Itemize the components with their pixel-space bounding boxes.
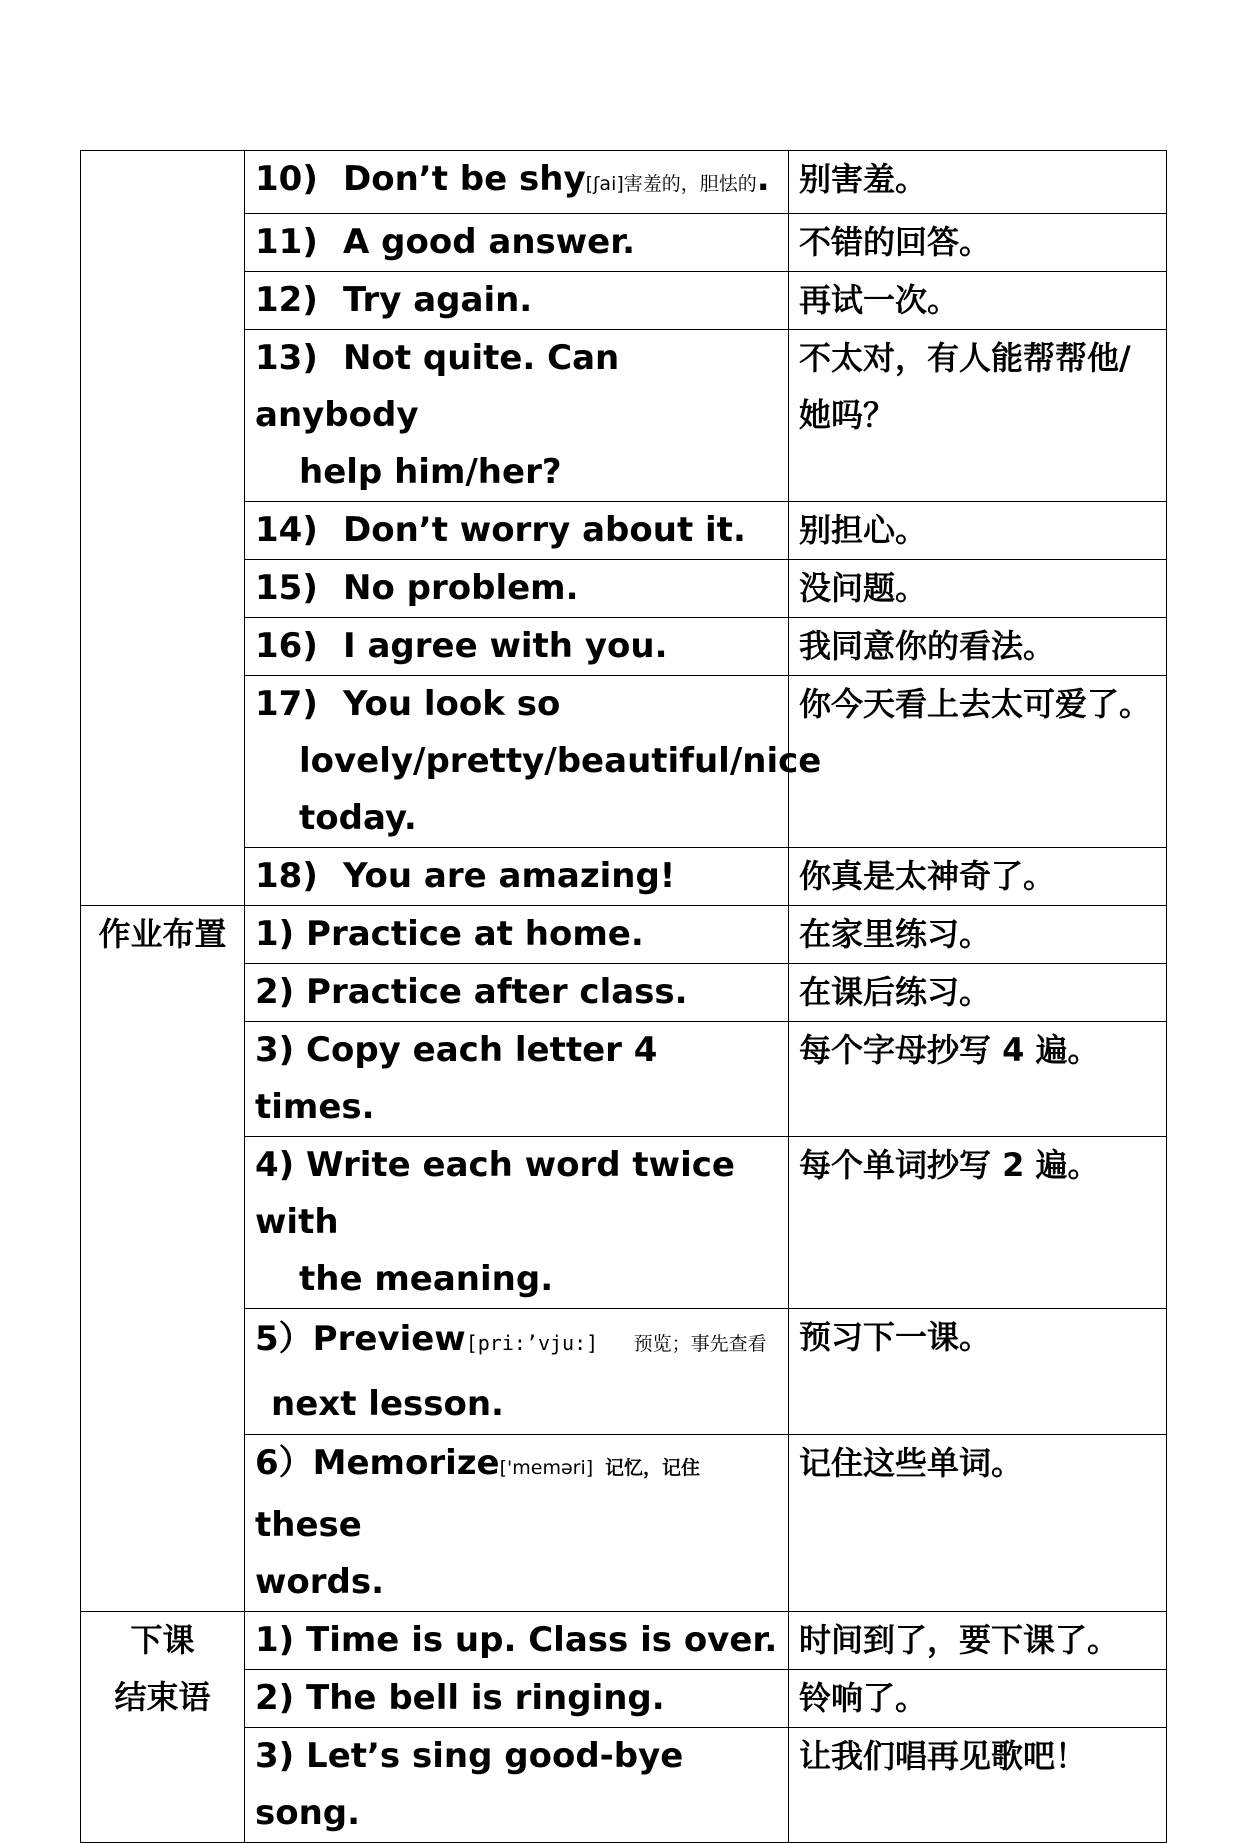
section-label-closing (81, 1612, 245, 1843)
english-cell: 11) A good answer. (245, 214, 789, 272)
english-cell: 4) Write each word twice with the meaning. (245, 1137, 789, 1309)
phrase-table (80, 150, 1167, 1843)
chinese-cell: 你真是太神奇了。 (789, 848, 1167, 906)
section-label-homework: 作业布置 (81, 906, 245, 1612)
english-cell: 15) No problem. (245, 560, 789, 618)
chinese-cell: 预习下一课。 (789, 1309, 1167, 1435)
english-cell: 1) Time is up. Class is over. (245, 1612, 789, 1670)
chinese-cell: 时间到了，要下课了。 (789, 1612, 1167, 1670)
chinese-cell: 在课后练习。 (789, 964, 1167, 1022)
english-cell: 14) Don’t worry about it. (245, 502, 789, 560)
chinese-cell: 铃响了。 (789, 1670, 1167, 1728)
chinese-cell: 我同意你的看法。 (789, 618, 1167, 676)
english-cell: 12) Try again. (245, 272, 789, 330)
english-cell: 16) I agree with you. (245, 618, 789, 676)
chinese-cell: 你今天看上去太可爱了。 (789, 676, 1167, 848)
chinese-cell: 让我们唱再见歌吧！ (789, 1728, 1167, 1843)
english-cell: 5）Preview[pri:’vju:] 预览；事先查看 next lesson. (245, 1309, 789, 1435)
english-cell: 2) The bell is ringing. (245, 1670, 789, 1728)
english-cell: 3) Copy each letter 4 times. (245, 1022, 789, 1137)
chinese-cell: 再试一次。 (789, 272, 1167, 330)
section-label-closing-line1: 下课 (130, 1621, 195, 1659)
english-cell: 10) Don’t be shy[ʃai]害羞的，胆怯的. (245, 151, 789, 214)
english-cell: 3) Let’s sing good-bye song. (245, 1728, 789, 1843)
chinese-cell: 记住这些单词。 (789, 1435, 1167, 1612)
table-row (81, 1612, 1167, 1670)
english-cell: 6）Memorize['meməri] 记忆，记住these words. (245, 1435, 789, 1612)
section-label-closing-line2: 结束语 (114, 1678, 211, 1716)
chinese-cell: 不太对，有人能帮帮他/她吗？ (789, 330, 1167, 502)
english-cell: 17) You look so lovely/pretty/beautiful/nice today. (245, 676, 789, 848)
chinese-cell: 不错的回答。 (789, 214, 1167, 272)
table-row (81, 151, 1167, 214)
chinese-cell: 每个单词抄写 2 遍。 (789, 1137, 1167, 1309)
english-cell: 1) Practice at home. (245, 906, 789, 964)
english-cell: 2) Practice after class. (245, 964, 789, 1022)
table-row (81, 906, 1167, 964)
chinese-cell: 别担心。 (789, 502, 1167, 560)
english-cell: 18) You are amazing! (245, 848, 789, 906)
chinese-cell: 在家里练习。 (789, 906, 1167, 964)
english-cell: 13) Not quite. Can anybody help him/her? (245, 330, 789, 502)
section-cell-empty (81, 151, 245, 906)
chinese-cell: 别害羞。 (789, 151, 1167, 214)
chinese-cell: 没问题。 (789, 560, 1167, 618)
chinese-cell: 每个字母抄写 4 遍。 (789, 1022, 1167, 1137)
